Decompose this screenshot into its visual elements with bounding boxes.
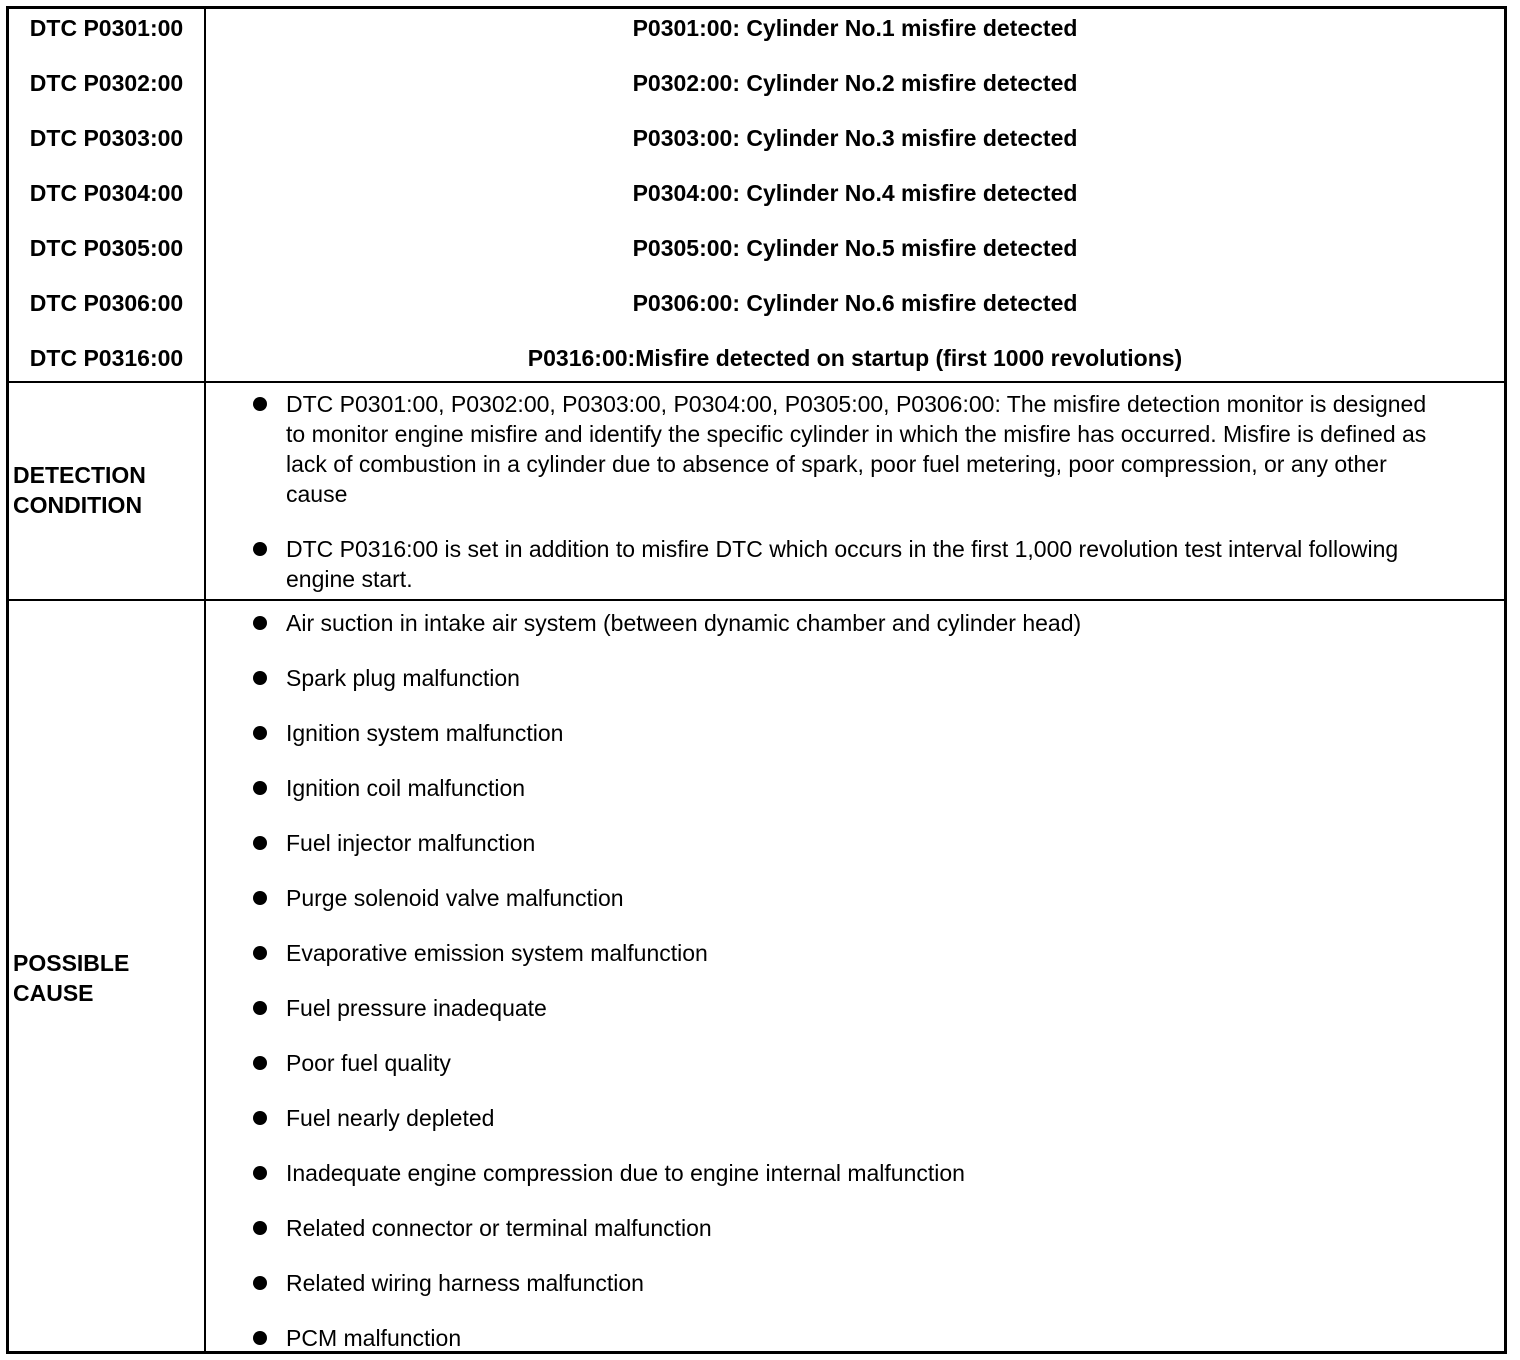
detection-content-cell — [206, 383, 1504, 599]
bullet-icon — [253, 1001, 267, 1015]
label-line: CAUSE — [13, 980, 94, 1006]
possible-cause-label — [13, 948, 203, 1008]
bullet-icon — [253, 1221, 267, 1235]
bullet-icon — [253, 671, 267, 685]
detection-item-text: DTC P0316:00 is set in addition to misfire DTC which occurs in the first 1,000 revolution test interval following engine start. — [286, 536, 1399, 592]
dtc-section — [9, 9, 1504, 381]
cause-item-text: Ignition coil malfunction — [286, 775, 526, 801]
label-line: DETECTION — [13, 462, 146, 488]
cause-item-text: Related connector or terminal malfunction — [286, 1215, 712, 1241]
cause-item-text: Air suction in intake air system (between dynamic chamber and cylinder head) — [286, 610, 1082, 636]
dtc-table — [6, 6, 1507, 1354]
bullet-icon — [253, 1276, 267, 1290]
detection-label-cell — [9, 383, 206, 599]
bullet-icon — [253, 1331, 267, 1345]
cause-content-cell — [206, 601, 1504, 1354]
cause-item-text: Evaporative emission system malfunction — [286, 940, 708, 966]
bullet-icon — [253, 891, 267, 905]
possible-cause-section — [9, 599, 1504, 1354]
cause-item-text: Purge solenoid valve malfunction — [286, 885, 624, 911]
bullet-icon — [253, 1056, 267, 1070]
dtc-code: DTC P0304:00 — [29, 180, 184, 206]
dtc-code-cell — [9, 9, 206, 381]
detection-condition-label — [13, 460, 203, 520]
cause-label-cell — [9, 601, 206, 1354]
cause-item-text: Related wiring harness malfunction — [286, 1270, 644, 1296]
bullet-icon — [253, 946, 267, 960]
dtc-code: DTC P0303:00 — [29, 125, 184, 151]
dtc-code: DTC P0305:00 — [29, 235, 184, 261]
bullet-icon — [253, 781, 267, 795]
dtc-title: P0301:00: Cylinder No.1 misfire detected — [632, 15, 1078, 41]
cause-item-text: Fuel pressure inadequate — [286, 995, 547, 1021]
cause-item-text: Fuel nearly depleted — [286, 1105, 495, 1131]
dtc-title-cell — [206, 9, 1504, 381]
bullet-icon — [253, 616, 267, 630]
bullet-icon — [253, 542, 267, 556]
bullet-icon — [253, 726, 267, 740]
dtc-code: DTC P0302:00 — [29, 70, 184, 96]
cause-item-text: Fuel injector malfunction — [286, 830, 536, 856]
dtc-title: P0303:00: Cylinder No.3 misfire detected — [632, 125, 1078, 151]
cause-item-text: Inadequate engine compression due to engine internal malfunction — [286, 1160, 965, 1186]
label-line: CONDITION — [13, 492, 143, 518]
dtc-title: P0316:00:Misfire detected on startup (first 1000 revolutions) — [527, 345, 1183, 371]
dtc-code: DTC P0301:00 — [29, 15, 184, 41]
dtc-title: P0305:00: Cylinder No.5 misfire detected — [632, 235, 1078, 261]
bullet-icon — [253, 836, 267, 850]
dtc-title: P0302:00: Cylinder No.2 misfire detected — [632, 70, 1078, 96]
cause-item-text: Poor fuel quality — [286, 1050, 451, 1076]
dtc-code: DTC P0316:00 — [29, 345, 184, 371]
bullet-icon — [253, 1111, 267, 1125]
dtc-title: P0306:00: Cylinder No.6 misfire detected — [632, 290, 1078, 316]
detection-condition-section — [9, 381, 1504, 599]
dtc-code: DTC P0306:00 — [29, 290, 184, 316]
cause-item-text: PCM malfunction — [286, 1325, 462, 1351]
bullet-icon — [253, 397, 267, 411]
bullet-icon — [253, 1166, 267, 1180]
cause-item-text: Ignition system malfunction — [286, 720, 564, 746]
detection-item-text: DTC P0301:00, P0302:00, P0303:00, P0304:00, P0305:00, P0306:00: The misfire detection monitor is designed to monitor engine misfire and identify the specific cylinder in which the misfire has occurred. Misfire is defined as lack of combustion in a cylinder due to absence of spark, poor fuel metering, poor compression, or any other cause — [286, 391, 1427, 507]
dtc-title: P0304:00: Cylinder No.4 misfire detected — [632, 180, 1078, 206]
label-line: POSSIBLE — [13, 950, 130, 976]
cause-item-text: Spark plug malfunction — [286, 665, 520, 691]
